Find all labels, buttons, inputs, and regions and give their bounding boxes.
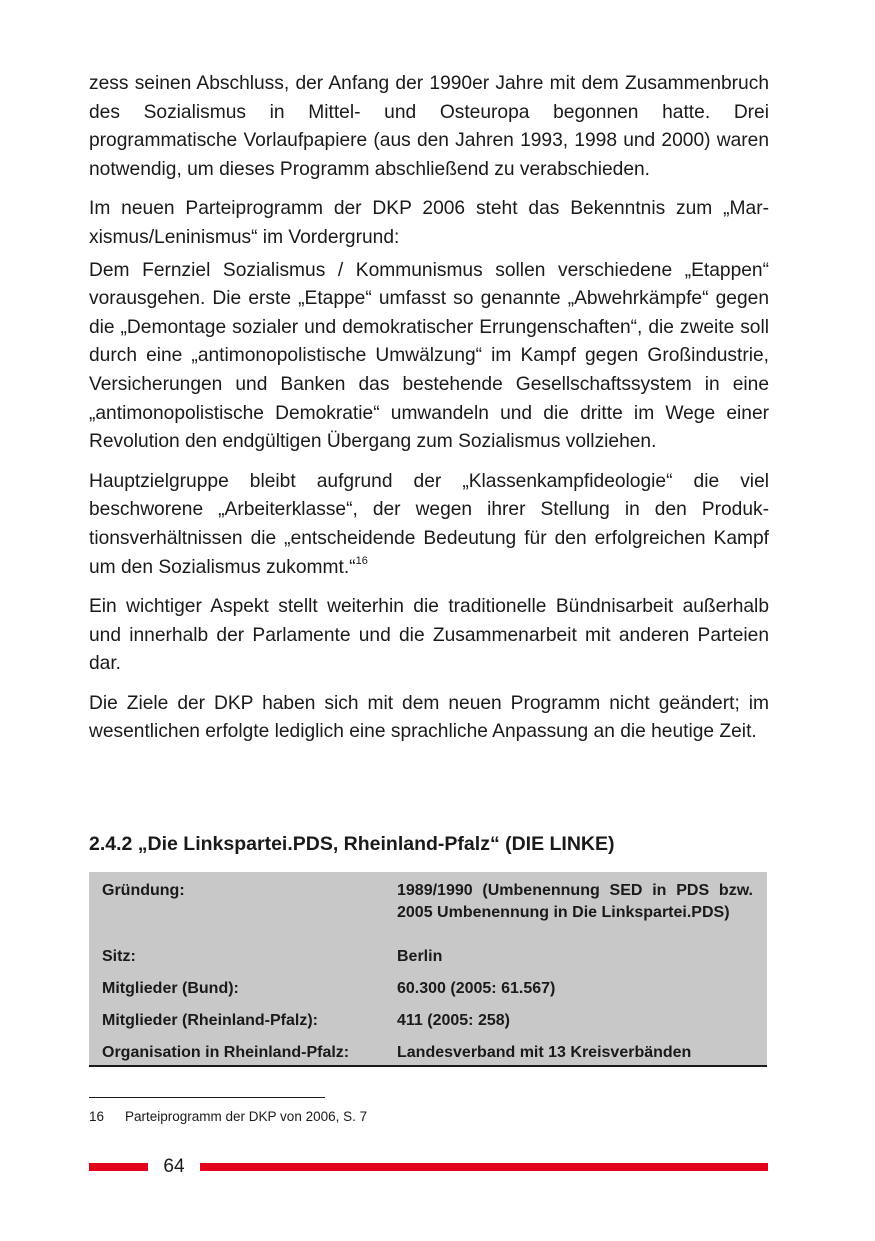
table-row [89,946,767,978]
main-text [89,70,769,758]
paragraph-3: Dem Fernziel Sozialismus / Kommunismus sollen verschiedene „Etappen“ vorausgehen. Die erste „Etappe“ umfasst so genannte „Abwehrkämpfe“ gegen die „Demontage sozialer und demokratischer Errungenschaften“, die zweite soll durch eine „antimonopolistische Umwälzung“ im Kampf gegen Großindustrie, Versicherungen und Banken das bestehende Gesellschaftssystem in eine „antimonopolistische Demokratie“ umwandeln und die dritte im Wege einer Revolution den endgültigen Übergang zum Sozialismus vollziehen. [89,259,769,453]
paragraph-6: Die Ziele der DKP haben sich mit dem neuen Programm nicht geändert; im wesentlichen erfolgte lediglich eine sprachliche Anpassung an die heutige Zeit. [89,692,769,743]
row-value: Berlin [397,948,443,965]
footnote-reference: 16 [355,555,368,568]
paragraph-1: zess seinen Abschluss, der Anfang der 1990er Jahre mit dem Zusammenbruch des Sozialismus in Mittel- und Osteuropa begonnen hatte. Drei programmatische Vorlaufpapiere (aus den Jahren 1993, 1998 und 2000) waren notwendig, um dieses Programm abschließend zu verabschieden. [89,73,769,180]
row-value: 411 (2005: 258) [397,1012,510,1029]
section-heading: 2.4.2 „Die Linkspartei.PDS, Rheinland-Pfalz“ (DIE LINKE) [89,833,615,855]
page-number: 64 [163,1156,185,1177]
footer-bar-right [200,1163,768,1171]
row-label: Gründung: [102,882,185,899]
row-value: Landesverband mit 13 Kreisverbänden [397,1044,692,1061]
footnote [89,1108,367,1126]
footnote-divider [89,1097,325,1098]
row-label: Mitglieder (Bund): [102,980,239,997]
row-label: Organisation in Rheinland-Pfalz: [102,1044,350,1061]
table-row [89,978,767,1010]
table-row [89,880,767,946]
paragraph-4-text: Hauptzielgruppe bleibt aufgrund der „Klassenkampfideologie“ die viel beschworene „Arbeiterklasse“, der wegen ihrer Stellung in den Produktionsverhältnissen die „entscheidende Bedeutung für den erfolgreichen Kampf um den Sozialismus zukommt.“ [89,470,769,578]
row-value: 1989/1990 (Umbenennung SED in PDS bzw. 2005 Umbenennung in Die Linkspartei.PDS) [397,882,753,921]
row-label: Sitz: [102,948,136,965]
footnote-text: Parteiprogramm der DKP von 2006, S. 7 [125,1109,368,1124]
paragraph-5: Ein wichtiger Aspekt stellt weiterhin die traditionelle Bündnisarbeit außerhalb und innerhalb der Parlamente und die Zusammenarbeit mit anderen Parteien dar. [89,596,769,675]
footer-bar-left [89,1163,148,1171]
paragraph-2: Im neuen Parteiprogramm der DKP 2006 steht das Bekenntnis zum „Marxismus/Leninismus“ im Vordergrund: [89,198,769,248]
paragraph-4 [89,468,769,582]
party-info-table [89,872,767,1067]
table-row [89,1042,767,1064]
table-row [89,1010,767,1042]
row-value: 60.300 (2005: 61.567) [397,980,556,997]
footnote-number: 16 [89,1109,105,1124]
row-label: Mitglieder (Rheinland-Pfalz): [102,1012,318,1029]
page-footer [89,1153,768,1181]
